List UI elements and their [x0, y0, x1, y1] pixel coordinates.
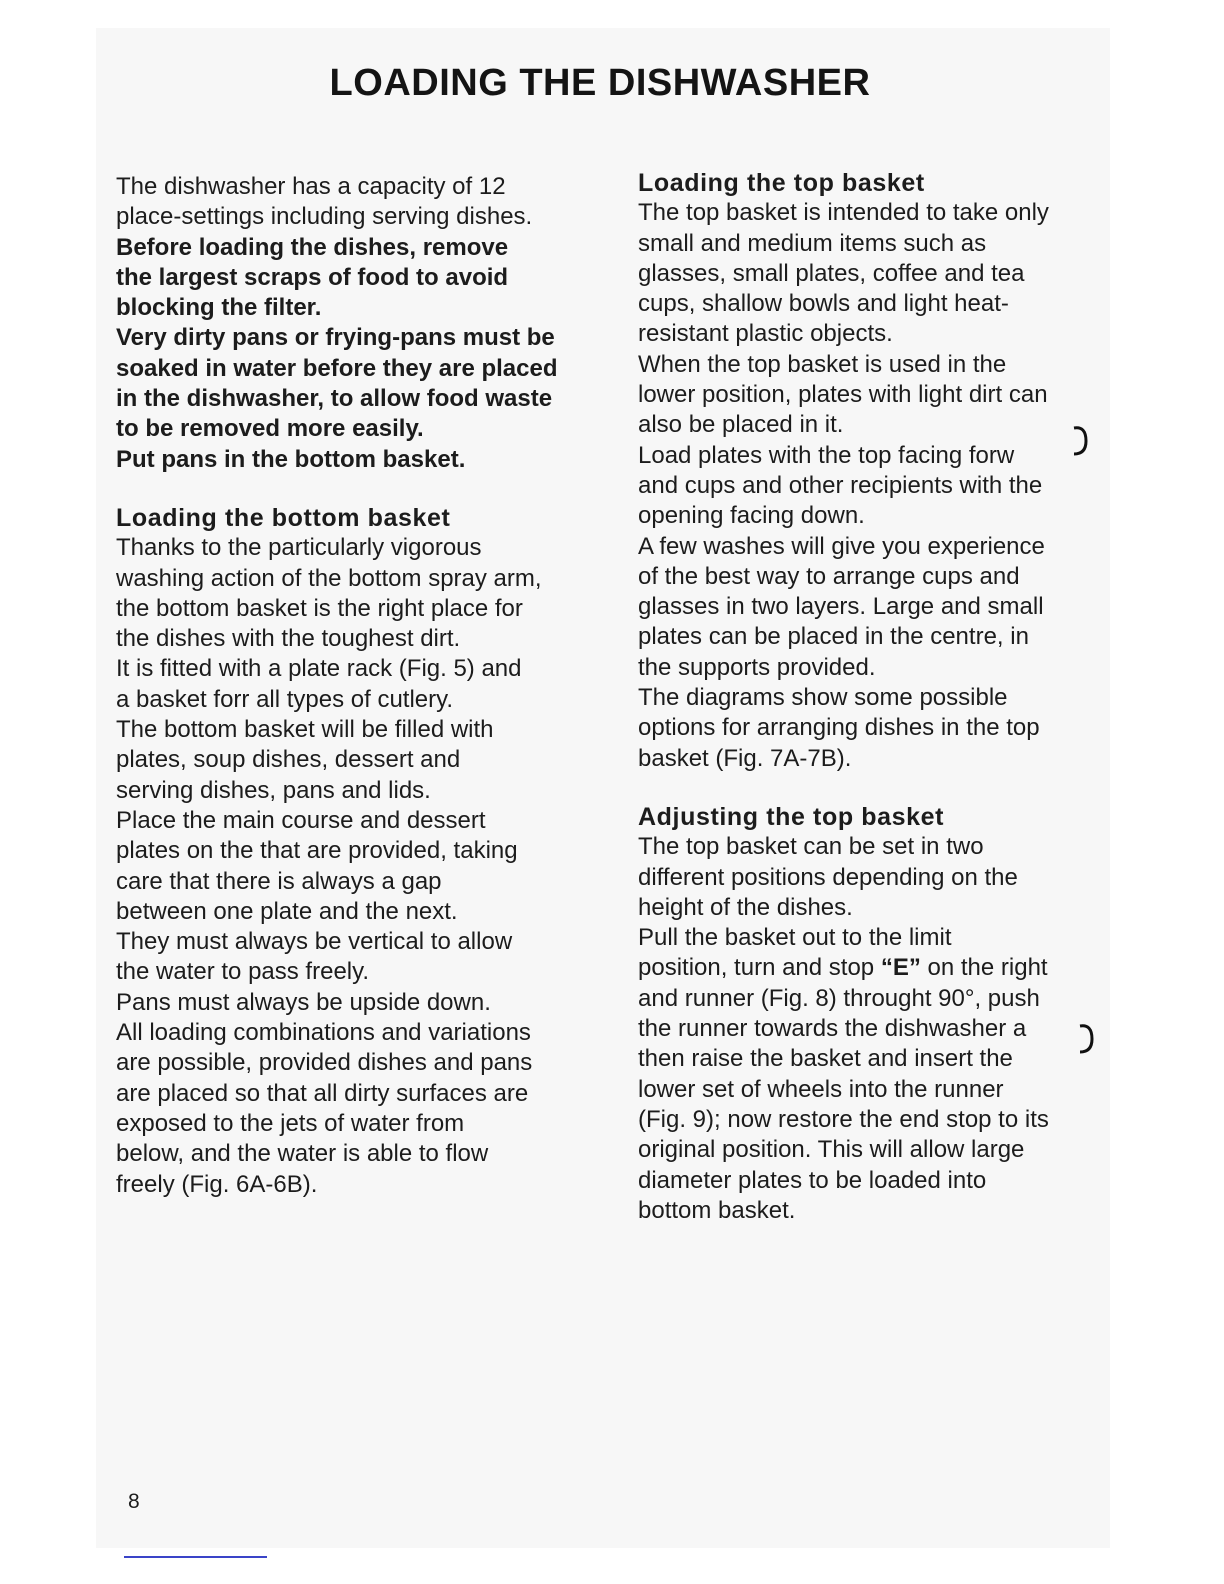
- top-text-line: opening facing down.: [638, 502, 865, 530]
- bottom-text-line: washing action of the bottom spray arm,: [116, 564, 542, 592]
- bottom-text-line: a basket forr all types of cutlery.: [116, 685, 454, 713]
- bottom-text-line: are possible, provided dishes and pans: [116, 1049, 533, 1077]
- bottom-text-line: plates, soup dishes, dessert and: [116, 746, 461, 774]
- warning-line: Before loading the dishes, remove: [116, 233, 509, 261]
- adjust-line-start: position, turn and stop: [638, 954, 881, 982]
- bottom-text-line: the water to pass freely.: [116, 958, 370, 986]
- bottom-text-line: The bottom basket will be filled with: [116, 716, 494, 744]
- top-text-line: glasses in two layers. Large and small: [638, 593, 1044, 621]
- adjust-text-line: then raise the basket and insert the: [638, 1045, 1013, 1073]
- page-title: LOADING THE DISHWASHER: [329, 62, 871, 104]
- warning-line: Very dirty pans or frying-pans must be: [116, 324, 555, 352]
- bottom-text-line: Thanks to the particularly vigorous: [116, 534, 482, 562]
- top-text-line: also be placed in it.: [638, 411, 844, 439]
- bottom-text-line: are placed so that all dirty surfaces are: [116, 1079, 529, 1107]
- adjust-text-line: original position. This will allow large: [638, 1136, 1025, 1164]
- bottom-text-line: Pans must always be upside down.: [116, 988, 491, 1016]
- top-text-line: options for arranging dishes in the top: [638, 714, 1040, 742]
- right-column: [638, 168, 1108, 1226]
- warning-line: Put pans in the bottom basket.: [116, 445, 466, 473]
- top-text-line: The diagrams show some possible: [638, 684, 1008, 712]
- adjust-text-line: height of the dishes.: [638, 893, 853, 921]
- bottom-text-line: between one plate and the next.: [116, 897, 458, 925]
- bottom-text-line: freely (Fig. 6A-6B).: [116, 1170, 318, 1198]
- warning-line: the largest scraps of food to avoid: [116, 263, 509, 291]
- top-basket-heading: Loading the top basket: [638, 169, 925, 197]
- adjust-text-line: bottom basket.: [638, 1196, 796, 1224]
- bottom-text-line: the bottom basket is the right place for: [116, 594, 523, 622]
- adjust-text-line: [638, 953, 1108, 983]
- bottom-text-line: serving dishes, pans and lids.: [116, 776, 431, 804]
- left-column: [116, 172, 586, 1200]
- adjust-basket-heading: Adjusting the top basket: [638, 802, 945, 831]
- binder-ring-icon: [1070, 424, 1090, 458]
- adjust-text-line: lower set of wheels into the runner: [638, 1075, 1004, 1103]
- top-text-line: Load plates with the top facing forw: [638, 441, 1015, 469]
- adjust-line-end: on the right: [920, 954, 1048, 982]
- bottom-text-line: All loading combinations and variations: [116, 1019, 531, 1047]
- bottom-text-line: It is fitted with a plate rack (Fig. 5) and: [116, 655, 522, 683]
- top-text-line: The top basket is intended to take only: [638, 199, 1049, 227]
- bottom-text-line: plates on the that are provided, taking: [116, 837, 518, 865]
- adjust-text-line: diameter plates to be loaded into: [638, 1166, 987, 1194]
- bottom-text-line: Place the main course and dessert: [116, 806, 486, 834]
- intro-line: place-settings including serving dishes.: [116, 203, 533, 231]
- warning-line: to be removed more easily.: [116, 415, 424, 443]
- bottom-text-line: the dishes with the toughest dirt.: [116, 625, 461, 653]
- top-text-line: glasses, small plates, coffee and tea: [638, 259, 1025, 287]
- top-text-line: A few washes will give you experience: [638, 532, 1045, 560]
- end-stop-label: “E”: [880, 954, 921, 982]
- bottom-text-line: exposed to the jets of water from: [116, 1109, 465, 1137]
- binder-ring-icon: [1076, 1022, 1096, 1056]
- top-text-line: When the top basket is used in the: [638, 350, 1007, 378]
- adjust-text-line: (Fig. 9); now restore the end stop to its: [638, 1105, 1049, 1133]
- bottom-text-line: They must always be vertical to allow: [116, 928, 513, 956]
- warning-line: blocking the filter.: [116, 294, 322, 322]
- top-text-line: the supports provided.: [638, 653, 876, 681]
- intro-line: The dishwasher has a capacity of 12: [116, 173, 506, 200]
- bottom-basket-heading: Loading the bottom basket: [116, 503, 451, 532]
- adjust-text-line: different positions depending on the: [638, 863, 1018, 891]
- top-text-line: lower position, plates with light dirt can: [638, 381, 1048, 409]
- top-text-line: cups, shallow bowls and light heat-: [638, 290, 1009, 318]
- top-text-line: and cups and other recipients with the: [638, 471, 1043, 499]
- bottom-text-line: below, and the water is able to flow: [116, 1140, 489, 1168]
- top-text-line: plates can be placed in the centre, in: [638, 623, 1029, 651]
- warning-line: soaked in water before they are placed: [116, 354, 558, 382]
- adjust-text-line: Pull the basket out to the limit: [638, 924, 952, 952]
- top-text-line: small and medium items such as: [638, 229, 987, 257]
- warning-line: in the dishwasher, to allow food waste: [116, 385, 553, 413]
- top-text-line: of the best way to arrange cups and: [638, 562, 1020, 590]
- adjust-text-line: The top basket can be set in two: [638, 833, 984, 861]
- footer-rule: [124, 1556, 267, 1558]
- top-text-line: basket (Fig. 7A-7B).: [638, 744, 852, 772]
- adjust-text-line: and runner (Fig. 8) throught 90°, push: [638, 984, 1040, 1012]
- top-text-line: resistant plastic objects.: [638, 320, 893, 348]
- bottom-text-line: care that there is always a gap: [116, 867, 442, 895]
- page-number: 8: [128, 1490, 140, 1513]
- adjust-text-line: the runner towards the dishwasher a: [638, 1015, 1027, 1043]
